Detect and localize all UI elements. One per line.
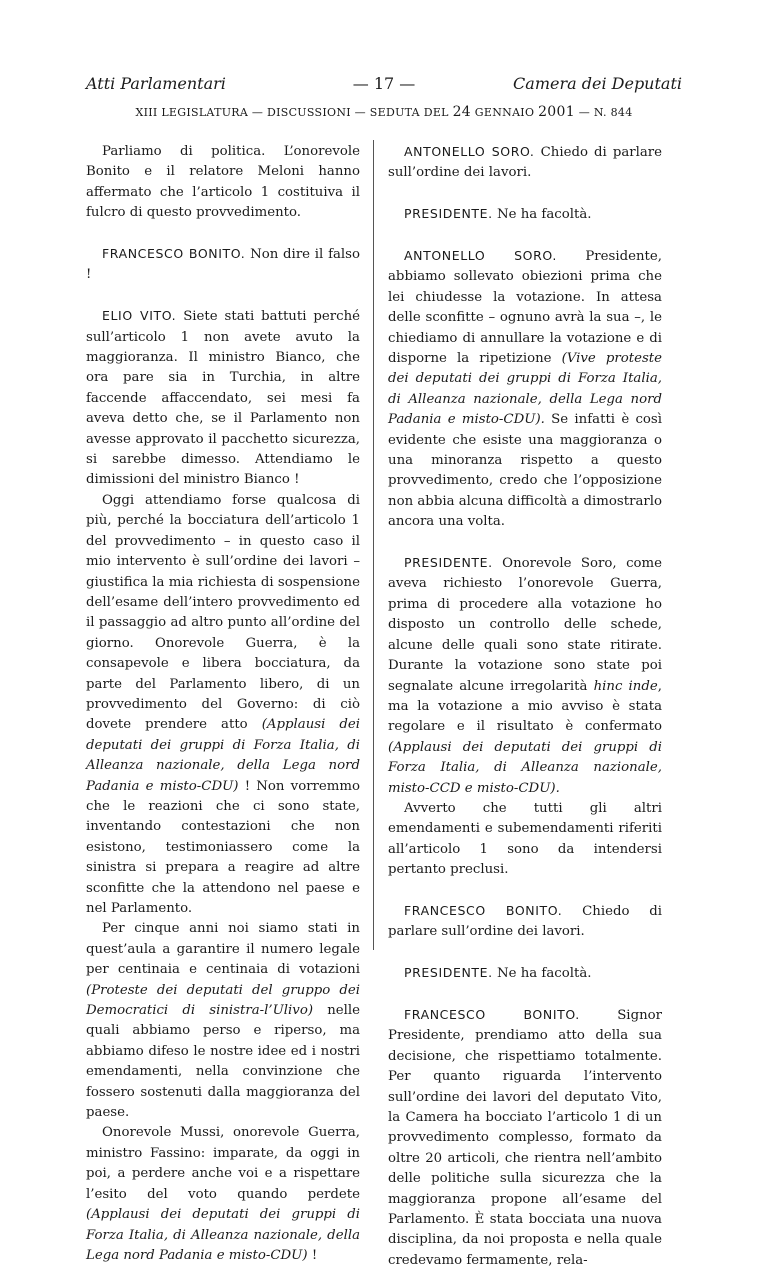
paragraph-text: Chiedo di parlare sull’ordine dei lavori. — [388, 145, 663, 181]
paragraph — [388, 246, 662, 533]
speaker-name: PRESIDENTE. — [404, 206, 493, 222]
speaker-name: PRESIDENTE. — [404, 965, 493, 981]
stage-direction: (Applausi dei deputati dei gruppi di Forza Italia, di Alleanza nazionale, della Lega nord Padania e misto-CDU) — [86, 717, 361, 794]
paragraph — [388, 142, 662, 184]
paragraph — [86, 1123, 360, 1266]
session-line — [86, 104, 682, 120]
paragraph-text: Onorevole Mussi, onorevole Guerra, ministro Fassino: imparate, da oggi in poi, a perdere anche voi e a rispettare l’esito del voto quando perdete — [86, 1125, 360, 1202]
stage-direction: (Applausi dei deputati dei gruppi di Forza Italia, di Alleanza nazionale, della Lega nord Padania e misto-CDU) — [86, 1207, 360, 1263]
session-part1: XIII LEGISLATURA — DISCUSSIONI — SEDUTA DEL — [135, 106, 449, 119]
latin-phrase: hinc inde — [593, 678, 658, 694]
paragraph-text: Chiedo di parlare sull’ordine dei lavori. — [388, 903, 662, 940]
paragraph — [86, 491, 360, 920]
speaker-name: FRANCESCO BONITO. — [102, 246, 246, 262]
speaker-name: FRANCESCO BONITO. — [404, 1006, 580, 1022]
session-day: 24 — [452, 104, 471, 120]
paragraph — [388, 553, 662, 799]
header-right: Camera dei Deputati — [513, 74, 682, 93]
paragraph-text: Onorevole Soro, come aveva richiesto l’onorevole Guerra, prima di procedere alla votazione ho disposto un controllo delle schede, alcune delle quali sono state ritirate. Durante la votazione sono state poi segnalate alcune irregolarità — [388, 556, 662, 694]
right-column — [388, 142, 662, 1271]
paragraph — [86, 306, 360, 491]
paragraph — [86, 244, 360, 286]
paragraph-text: Per cinque anni noi siamo stati in quest’aula a garantire il numero legale per centinaia e centinaia di votazioni — [86, 921, 360, 978]
paragraph-text: Se infatti è così evidente che esiste una maggioranza o una minoranza rispetto a questo provvedimento, credo che l’opposizione non abbia alcuna difficoltà a dimostrarlo ancora una volta. — [388, 412, 662, 530]
page-header — [86, 74, 682, 98]
stage-direction: (Vive proteste dei deputati dei gruppi di Forza Italia, di Alleanza nazionale, della Lega nord Padania e misto-CDU). — [388, 351, 662, 428]
session-month: GENNAIO — [474, 106, 535, 119]
paragraph — [388, 204, 662, 225]
paragraph-text: Oggi attendiamo forse qualcosa di più, perché la bocciatura dell’articolo 1 del provvedimento – in questo caso il mio intervento è sull’ordine dei lavori – giustifica la mia richiesta di sospensione dell’esame dell’intero provvedimento ed il passaggio ad altro punto all’ordine del giorno. Onorevole Guerra, è la consapevole e libera bocciatura, da parte del Parlamento libero, di un provvedimento del Governo: di ciò dovete prendere atto — [86, 492, 360, 733]
speaker-name: ANTONELLO SORO. — [404, 248, 557, 263]
paragraph-text: Siete stati battuti perché sull’articolo 1 non avete avuto la maggioranza. Il ministro Bianco, che ora pare sia in Turchia, in altre faccende affaccendato, sei mesi fa aveva detto che, se il Parlamento non avesse approvato il pacchetto sicurezza, si sarebbe dimesso. Attendiamo le dimissioni del ministro Bianco ! — [86, 309, 361, 488]
paragraph-text: Avverto che tutti gli altri emendamenti e subemendamenti riferiti all’articolo 1 sono da intendersi pertanto preclusi. — [388, 800, 662, 878]
paragraph-text: Ne ha facoltà. — [496, 966, 592, 982]
paragraph — [86, 919, 360, 1123]
session-year: 2001 — [538, 104, 575, 120]
paragraph-text: Signor Presidente, prendiamo atto della sua decisione, che rispettiamo totalmente. Per quanto riguarda l’intervento sull’ordine dei lavori del deputato Vito, la Camera ha bocciato l’articolo 1 di un provvedimento complesso, formato da oltre 20 articoli, che rientra nell’ambito delle politiche sulla sicurezza che la maggioranza propone all’esame del Parlamento. È stata bocciata una nuova disciplina, da noi proposta e nella quale credevamo fermamente, rela- — [388, 1007, 663, 1268]
speaker-name: ANTONELLO SORO. — [404, 144, 535, 159]
paragraph-text: Parliamo di politica. L’onorevole Bonito e il relatore Meloni hanno affermato che l’articolo 1 costituiva il fulcro di questo provvedimento. — [86, 144, 360, 221]
paragraph — [86, 142, 360, 224]
paragraph-text: , ma la votazione a mio avviso è stata regolare e il risultato è confermato — [388, 678, 662, 735]
speaker-name: PRESIDENTE. — [404, 555, 493, 571]
paragraph-text: Presidente, abbiamo sollevato obiezioni prima che lei chiudesse la votazione. In attesa delle sconfitte – ognuno avrà la sua –, le chiediamo di annullare la votazione e di disporne la ripetizione — [388, 249, 662, 367]
stage-direction: (Proteste dei deputati del gruppo dei Democratici di sinistra-l’Ulivo) — [86, 982, 360, 1019]
left-column — [86, 142, 360, 1266]
paragraph — [388, 799, 662, 881]
session-number: — N. 844 — [578, 106, 633, 119]
paragraph — [388, 963, 662, 984]
paragraph-text: Ne ha facoltà. — [496, 207, 592, 223]
paragraph — [388, 1005, 662, 1271]
paragraph-text: nelle quali abbiamo perso e riperso, ma abbiamo difeso le nostre idee ed i nostri emendamenti, nella convinzione che fossero sostenuti dalla maggioranza del paese. — [86, 1003, 360, 1121]
page-number: — 17 — — [352, 74, 416, 93]
stage-direction: (Applausi dei deputati dei gruppi di Forza Italia, di Alleanza nazionale, misto-CCD e misto-CDU). — [388, 739, 662, 796]
column-divider — [373, 140, 374, 950]
paragraph-text: ! Non vorremmo che le reazioni che ci sono state, inventando contestazioni che non esistono, testimoniassero come la sinistra si prepara a reagire ad altre sconfitte che la attendono nel paese e nel Parlamento. — [86, 778, 360, 916]
speaker-name: ELIO VITO. — [102, 308, 177, 324]
paragraph-text: ! — [311, 1247, 318, 1263]
header-left: Atti Parlamentari — [86, 74, 226, 93]
speaker-name: FRANCESCO BONITO. — [404, 902, 563, 918]
paragraph-text: Non dire il falso ! — [86, 247, 361, 283]
paragraph — [388, 901, 662, 943]
